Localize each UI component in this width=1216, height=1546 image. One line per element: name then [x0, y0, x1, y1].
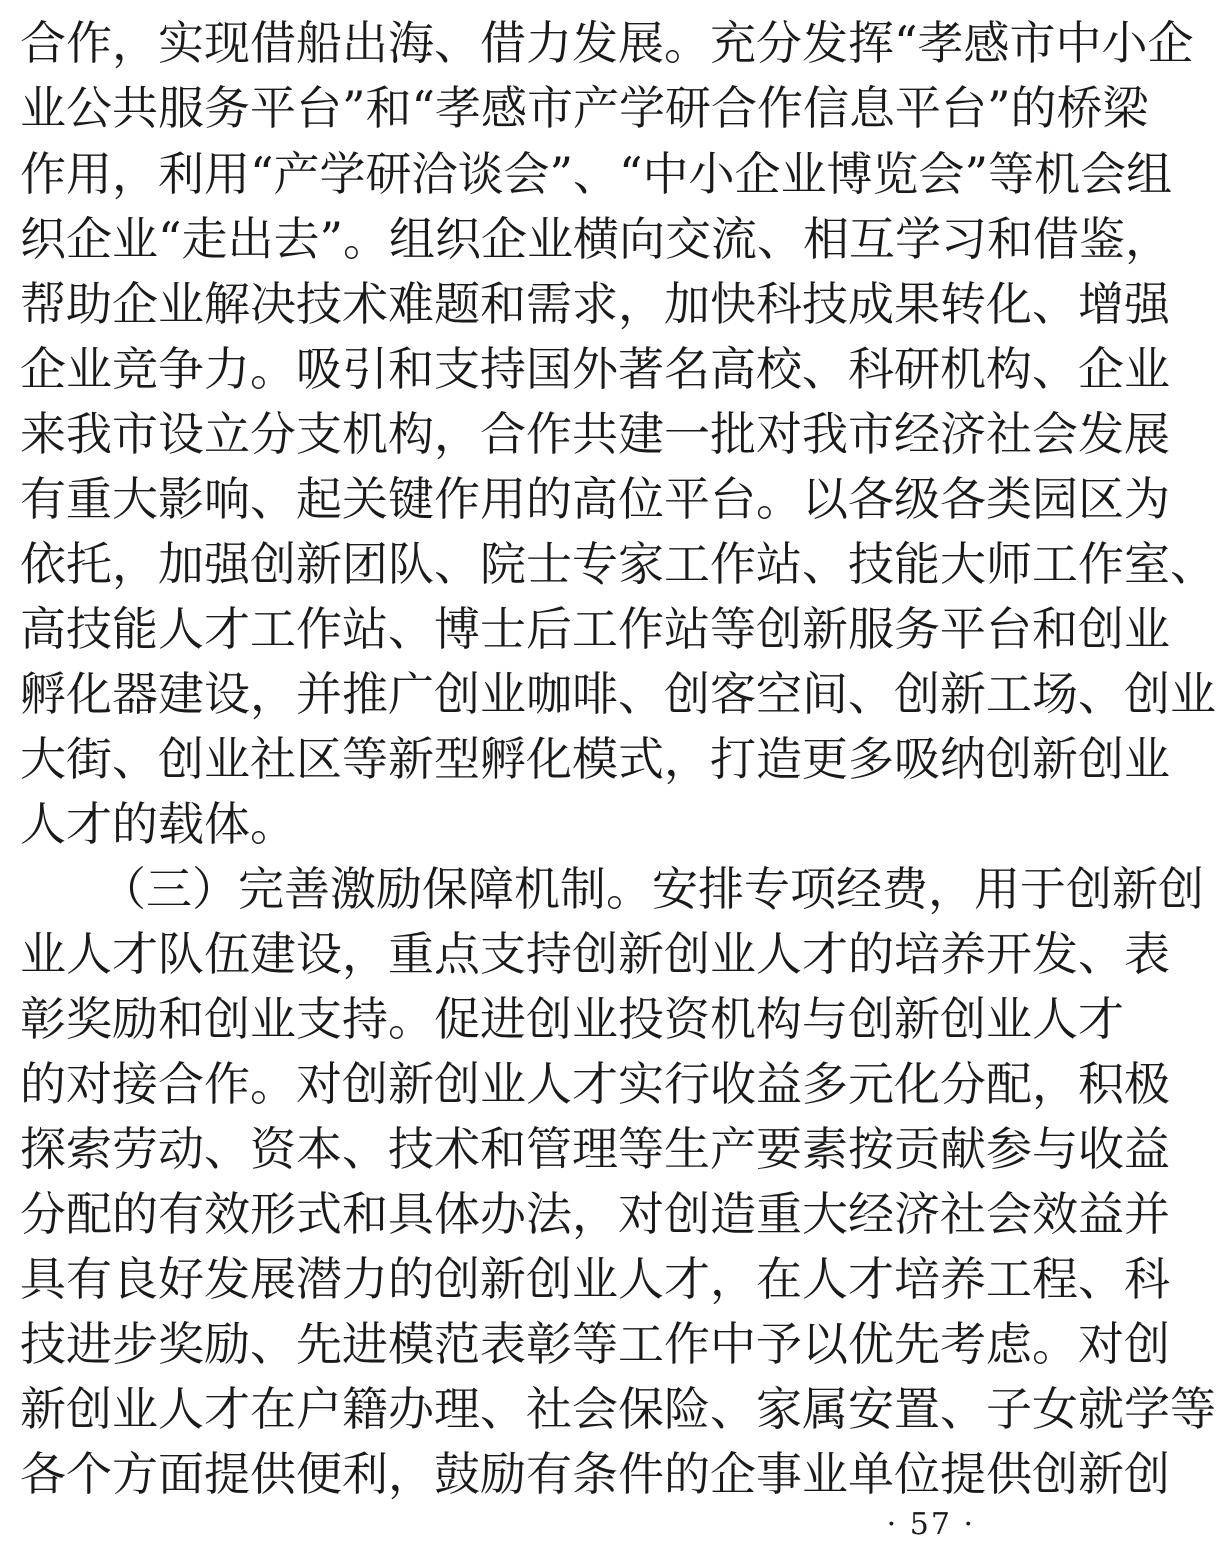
text-line: 新创业人才在户籍办理、社会保险、家属安置、子女就学等	[20, 1382, 1216, 1436]
text-line: 织企业“走出去”。组织企业横向交流、相互学习和借鉴，	[20, 212, 1172, 266]
text-line: 依托，加强创新团队、院士专家工作站、技能大师工作室、	[20, 537, 1216, 591]
text-line: 各个方面提供便利，鼓励有条件的企事业单位提供创新创	[20, 1447, 1170, 1501]
text-line: 技进步奖励、先进模范表彰等工作中予以优先考虑。对创	[20, 1317, 1170, 1371]
text-line: 高技能人才工作站、博士后工作站等创新服务平台和创业	[20, 602, 1170, 656]
text-line: 来我市设立分支机构，合作共建一批对我市经济社会发展	[20, 407, 1170, 461]
paragraph-end-line: 人才的载体。	[20, 797, 296, 851]
text-line: 探索劳动、资本、技术和管理等生产要素按贡献参与收益	[20, 1122, 1170, 1176]
text-line: 的对接合作。对创新创业人才实行收益多元化分配，积极	[20, 1057, 1170, 1111]
text-line: 有重大影响、起关键作用的高位平台。以各级各类园区为	[20, 472, 1170, 526]
text-line: 孵化器建设，并推广创业咖啡、创客空间、创新工场、创业	[20, 667, 1216, 721]
text-line: 企业竞争力。吸引和支持国外著名高校、科研机构、企业	[20, 342, 1170, 396]
text-line: 大街、创业社区等新型孵化模式，打造更多吸纳创新创业	[20, 732, 1170, 786]
text-line: 帮助企业解决技术难题和需求，加快科技成果转化、增强	[20, 277, 1170, 331]
text-line: 彰奖励和创业支持。促进创业投资机构与创新创业人才	[20, 992, 1124, 1046]
text-line: 具有良好发展潜力的创新创业人才，在人才培养工程、科	[20, 1252, 1170, 1306]
section-heading-line: （三）完善激励保障机制。安排专项经费，用于创新创	[100, 862, 1204, 916]
text-line: 作用，利用“产学研洽谈会”、“中小企业博览会”等机会组	[20, 147, 1173, 201]
text-line: 分配的有效形式和具体办法，对创造重大经济社会效益并	[20, 1187, 1170, 1241]
text-line: 业公共服务平台”和“孝感市产学研合作信息平台”的桥梁	[20, 81, 1149, 135]
text-line: 业人才队伍建设，重点支持创新创业人才的培养开发、表	[20, 927, 1170, 981]
text-line: 合作，实现借船出海、借力发展。充分发挥“孝感市中小企	[20, 16, 1194, 70]
page-number: · 57 ·	[886, 1507, 975, 1542]
